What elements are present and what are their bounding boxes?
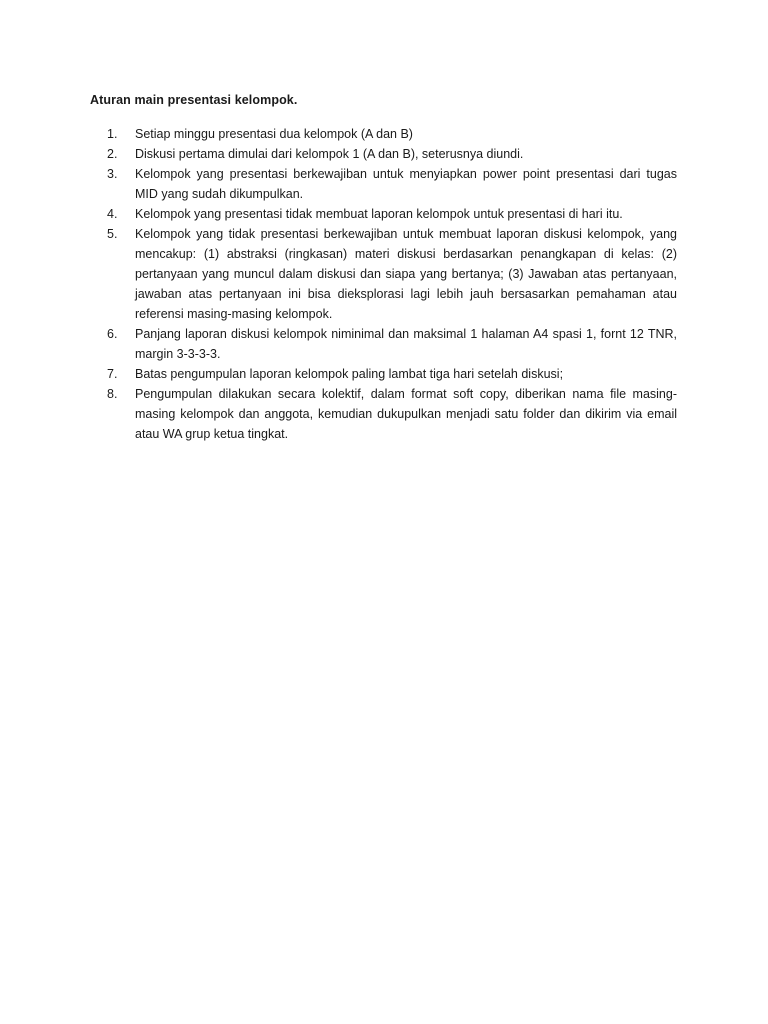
list-item-number: 6. [107,327,118,341]
rules-list [107,124,677,444]
list-item-text: Panjang laporan diskusi kelompok niminimal dan maksimal 1 halaman A4 spasi 1, fornt 12 TNR, margin 3-3-3-3. [135,327,677,361]
list-item-text: Batas pengumpulan laporan kelompok paling lambat tiga hari setelah diskusi; [135,367,564,381]
list-item-text: Diskusi pertama dimulai dari kelompok 1 (A dan B), seterusnya diundi. [135,147,524,161]
list-item [107,124,677,144]
list-item-text: Setiap minggu presentasi dua kelompok (A dan B) [135,127,413,141]
list-item-number: 5. [107,227,118,241]
list-item-text: Kelompok yang presentasi berkewajiban untuk menyiapkan power point presentasi dari tugas MID yang sudah dikumpulkan. [135,167,677,201]
list-item [107,364,677,384]
list-item-text: Kelompok yang presentasi tidak membuat laporan kelompok untuk presentasi di hari itu. [135,207,623,221]
list-item-number: 2. [107,147,118,161]
list-item-text: Kelompok yang tidak presentasi berkewajiban untuk membuat laporan diskusi kelompok, yang mencakup: (1) abstraksi (ringkasan) materi diskusi berdasarkan penangkapan di kelas: (2) pertanyaan yang muncul dalam diskusi dan siapa yang bertanya; (3) Jawaban atas pertanyaan, jawaban atas pertanyaan ini bisa dieksplorasi lagi lebih jauh bersasarkan pemahaman atau referensi masing-masing kelompok. [135,227,677,321]
list-item-number: 1. [107,127,118,141]
document-title: Aturan main presentasi kelompok. [90,93,298,107]
list-item [107,324,677,364]
list-item [107,164,677,204]
list-item-number: 4. [107,207,118,221]
list-item-number: 7. [107,367,118,381]
list-item-number: 8. [107,387,118,401]
list-item-number: 3. [107,167,118,181]
list-item [107,224,677,324]
list-item [107,384,677,444]
list-item [107,204,677,224]
list-item [107,144,677,164]
list-item-text: Pengumpulan dilakukan secara kolektif, dalam format soft copy, diberikan nama file masing-masing kelompok dan anggota, kemudian dukupulkan menjadi satu folder dan dikirim via email atau WA grup ketua tingkat. [135,387,677,441]
